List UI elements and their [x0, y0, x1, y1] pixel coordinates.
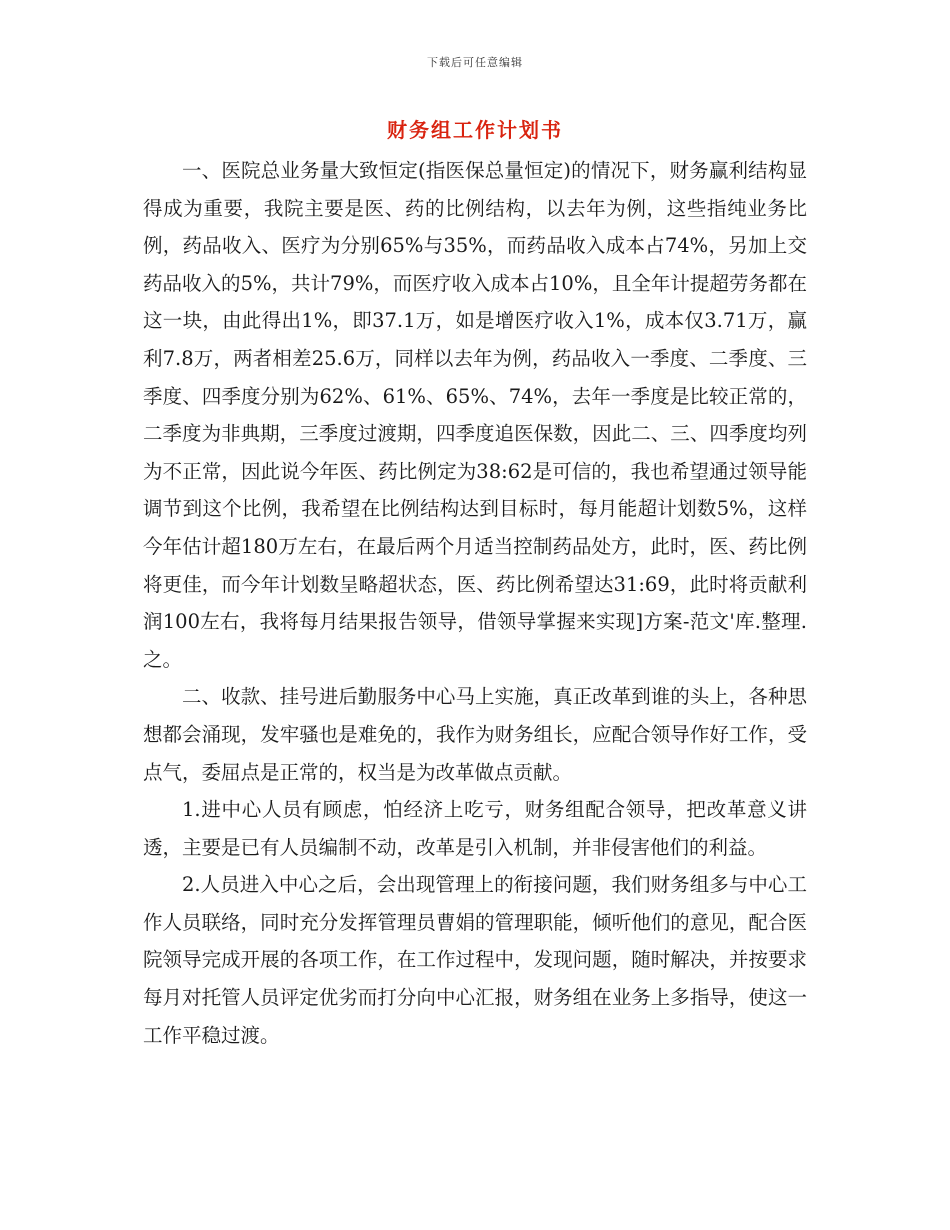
paragraph-4: 2.人员进入中心之后，会出现管理上的衔接问题，我们财务组多与中心工作人员联络，同时充分发挥管理员曹娟的管理职能，倾听他们的意见，配合医院领导完成开展的各项工作，在工作过程中，发现问题，随时解决，并按要求每月对托管人员评定优劣而打分向中心汇报，财务组在业务上多指导，使这一工作平稳过渡。	[143, 873, 807, 1047]
document-body	[143, 152, 807, 1054]
paragraph-3: 1.进中心人员有顾虑，怕经济上吃亏，财务组配合领导，把改革意义讲透，主要是已有人员编制不动，改革是引入机制，并非侵害他们的利益。	[143, 798, 807, 859]
document-title: 财务组工作计划书	[387, 118, 563, 142]
header-note: 下载后可任意编辑	[427, 56, 523, 69]
paragraph-1: 一、医院总业务量大致恒定(指医保总量恒定)的情况下，财务赢利结构显得成为重要，我院主要是医、药的比例结构，以去年为例，这些指纯业务比例，药品收入、医疗为分别65%与35%，而药品收入成本占74%，另加上交药品收入的5%，共计79%，而医疗收入成本占10%，且全年计提超劳务都在这一块，由此得出1%，即37.1万，如是增医疗收入1%，成本仅3.71万，赢利7.8万，两者相差25.6万，同样以去年为例，药品收入一季度、二季度、三季度、四季度分别为62%、61%、65%、74%，去年一季度是比较正常的，二季度为非典期，三季度过渡期，四季度追医保数，因此二、三、四季度均列为不正常，因此说今年医、药比例定为38:62是可信的，我也希望通过领导能调节到这个比例，我希望在比例结构达到目标时，每月能超计划数5%，这样今年估计超180万左右，在最后两个月适当控制药品处方，此时，医、药比例将更佳，而今年计划数呈略超状态，医、药比例希望达31:69，此时将贡献利润100左右，我将每月结果报告领导，借领导掌握来实现]方案-范文'库.整理.之。	[143, 159, 807, 671]
paragraph-2: 二、收款、挂号进后勤服务中心马上实施，真正改革到谁的头上，各种思想都会涌现，发牢骚也是难免的，我作为财务组长，应配合领导作好工作，受点气，委屈点是正常的，权当是为改革做点贡献。	[143, 685, 807, 784]
